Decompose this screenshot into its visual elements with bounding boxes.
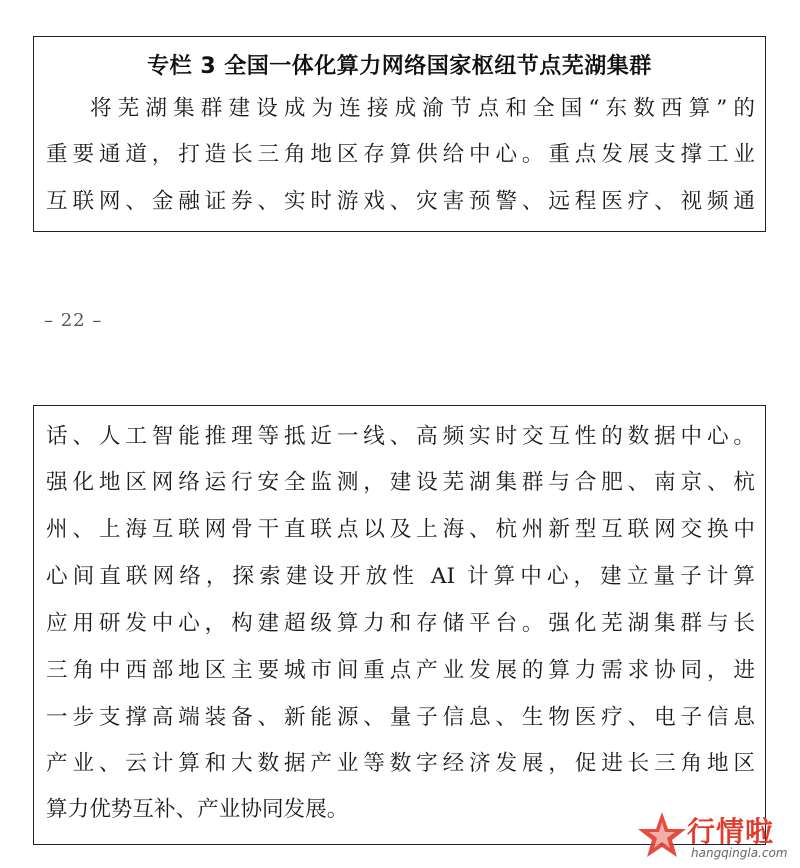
watermark-logo xyxy=(635,808,795,864)
paragraph-line: 心间直联网络，探索建设开放性 AI 计算中心，建立量子计算 xyxy=(46,564,755,589)
column-box-top xyxy=(33,36,766,232)
page-number: – 22 – xyxy=(44,310,103,331)
paragraph-line: 互联网、金融证券、实时游戏、灾害预警、远程医疗、视频通 xyxy=(46,189,755,214)
column-title: 专栏 3 全国一体化算力网络国家枢纽节点芜湖集群 xyxy=(147,54,652,79)
paragraph-line: 应用研发中心，构建超级算力和存储平台。强化芜湖集群与长 xyxy=(46,611,755,636)
column-box-continued xyxy=(33,405,766,845)
paragraph-line: 将芜湖集群建设成为连接成渝节点和全国“东数西算”的 xyxy=(90,96,755,121)
watermark-brand: 行情啦 xyxy=(687,815,775,848)
paragraph-line-last: 算力优势互补、产业协同发展。 xyxy=(46,797,349,822)
paragraph-line: 州、上海互联网骨干直联点以及上海、杭州新型互联网交换中 xyxy=(46,517,755,542)
paragraph-line: 三角中西部地区主要城市间重点产业发展的算力需求协同，进 xyxy=(46,658,755,683)
paragraph-line: 重要通道，打造长三角地区存算供给中心。重点发展支撑工业 xyxy=(46,142,755,167)
star-icon xyxy=(635,810,689,860)
paragraph-line: 话、人工智能推理等抵近一线、高频实时交互性的数据中心。 xyxy=(46,424,755,449)
paragraph-line: 一步支撑高端装备、新能源、量子信息、生物医疗、电子信息 xyxy=(46,705,755,730)
paragraph-line: 产业、云计算和大数据产业等数字经济发展，促进长三角地区 xyxy=(46,751,755,776)
paragraph-line: 强化地区网络运行安全监测，建设芜湖集群与合肥、南京、杭 xyxy=(46,470,755,495)
watermark-url: hangqingla.com xyxy=(691,846,788,860)
